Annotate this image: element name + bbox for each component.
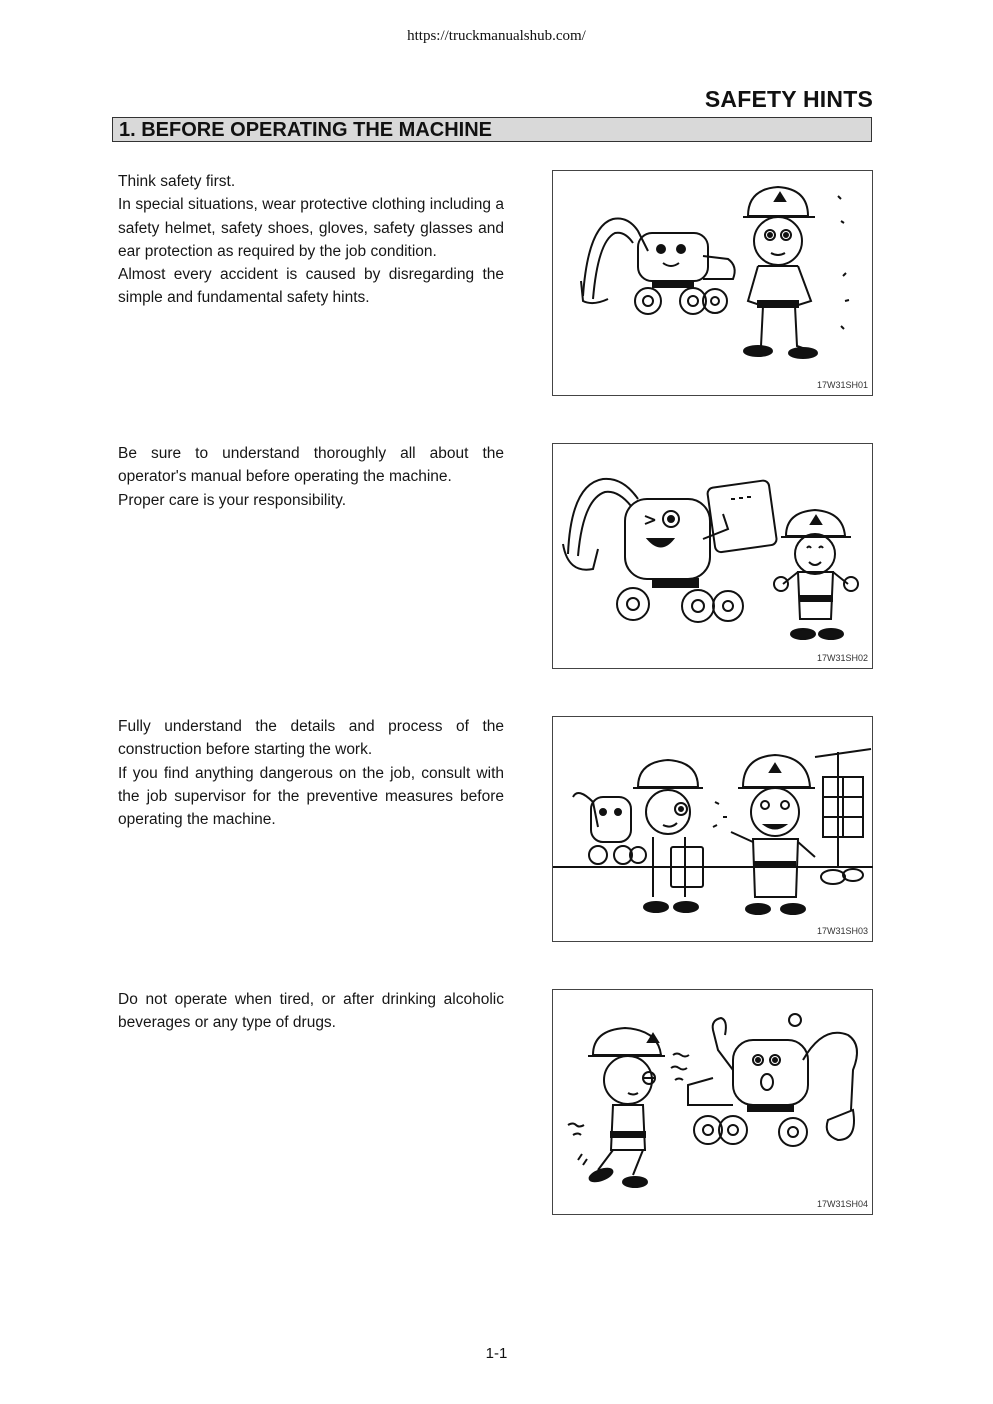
figure-1 xyxy=(552,170,873,396)
safety-paragraph-2 xyxy=(118,442,504,512)
figure-3 xyxy=(552,716,873,942)
figure-code: 17W31SH01 xyxy=(816,380,868,390)
source-url: https://truckmanualshub.com/ xyxy=(407,28,586,44)
paragraph-line: Be sure to understand thoroughly all about the operator's manual before operating the machine. xyxy=(118,445,504,486)
excavator-and-worker-icon xyxy=(553,171,874,397)
document-title: SAFETY HINTS xyxy=(704,86,873,112)
figure-4 xyxy=(552,989,873,1215)
safety-paragraph-4 xyxy=(118,988,504,1035)
figure-code: 17W31SH04 xyxy=(816,1199,868,1209)
paragraph-line: Do not operate when tired, or after drinking alcoholic beverages or any type of drugs. xyxy=(118,991,504,1032)
paragraph-line: Almost every accident is caused by disregarding the simple and fundamental safety hints. xyxy=(118,266,504,307)
paragraph-line: Proper care is your responsibility. xyxy=(118,491,346,509)
figure-2 xyxy=(552,443,873,669)
figure-code: 17W31SH03 xyxy=(816,926,868,936)
workers-consulting-icon xyxy=(553,717,874,943)
page-number: 1-1 xyxy=(485,1345,508,1362)
excavator-holding-manual-icon xyxy=(553,444,874,670)
paragraph-line: If you find anything dangerous on the job, consult with the job supervisor for the preventive measures before operating the machine. xyxy=(118,764,504,829)
safety-paragraph-3 xyxy=(118,715,504,831)
tired-worker-excavator-icon xyxy=(553,990,874,1216)
safety-paragraph-1 xyxy=(118,170,504,310)
paragraph-line: Think safety first. xyxy=(118,173,236,190)
paragraph-line: Fully understand the details and process of the construction before starting the work. xyxy=(118,718,504,759)
figure-code: 17W31SH02 xyxy=(816,653,868,663)
paragraph-line: In special situations, wear protective clothing including a safety helmet, safety shoes, gloves, safety glasses and ear protection as required by the job condition. xyxy=(118,196,504,260)
section-heading: 1. BEFORE OPERATING THE MACHINE xyxy=(112,117,872,142)
